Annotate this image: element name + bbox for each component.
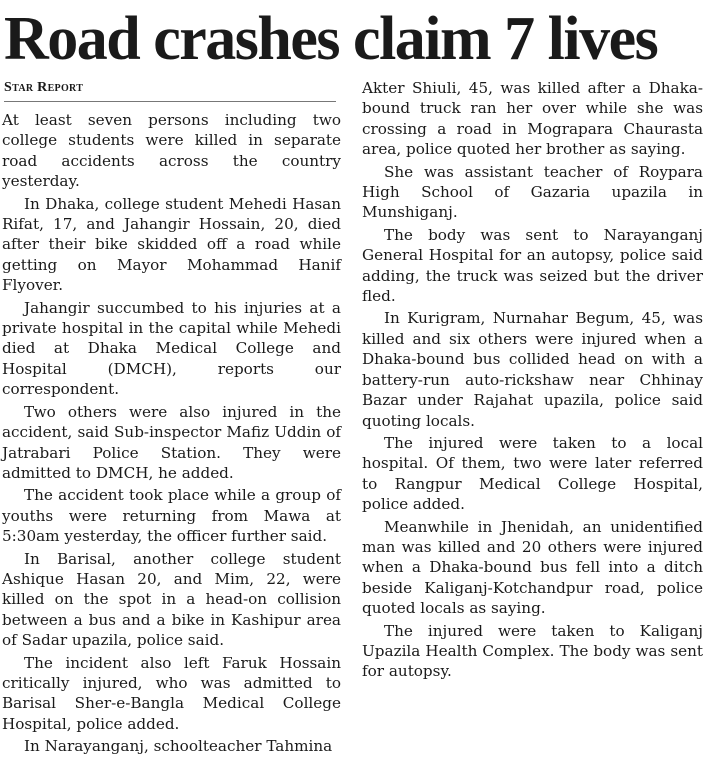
paragraph: The accident took place while a group of youths were returning from Mawa at 5:30am yesterday, the officer further said. bbox=[2, 486, 341, 546]
paragraph: The incident also left Faruk Hossain critically injured, who was admitted to Barisal Sher-e-Bangla Medical College Hospital, police added. bbox=[2, 653, 341, 733]
paragraph: The body was sent to Narayanganj General Hospital for an autopsy, police said adding, the truck was seized but the driver fled. bbox=[362, 225, 703, 306]
paragraph: At least seven persons including two college students were killed in separate road accidents across the country yesterday. bbox=[2, 111, 341, 191]
paragraph: In Dhaka, college student Mehedi Hasan Rifat, 17, and Jahangir Hossain, 20, died after their bike skidded off a road while getting on Mayor Mohammad Hanif Flyover. bbox=[2, 194, 341, 295]
paragraph: Two others were also injured in the accident, said Sub-inspector Mafiz Uddin of Jatrabari Police Station. They were admitted to DMCH, he added. bbox=[2, 402, 341, 482]
paragraph: In Kurigram, Nurnahar Begum, 45, was killed and six others were injured when a Dhaka-bound bus collided head on with a battery-run auto-rickshaw near Chhinay Bazar under Rajahat upazila, police said quoting locals. bbox=[362, 309, 703, 430]
paragraph: Jahangir succumbed to his injuries at a private hospital in the capital while Mehedi died at Dhaka Medical College and Hospital (DMCH), reports our correspondent. bbox=[2, 298, 341, 399]
column-1 bbox=[2, 110, 341, 756]
paragraph: The injured were taken to a local hospital. Of them, two were later referred to Rangpur Medical College Hospital, police added. bbox=[362, 433, 703, 514]
byline-rule bbox=[4, 101, 336, 102]
paragraph: Akter Shiuli, 45, was killed after a Dhaka-bound truck ran her over while she was crossing a road in Mograpara Chaurasta area, police quoted her brother as saying. bbox=[362, 79, 703, 159]
paragraph: In Narayanganj, schoolteacher Tahmina bbox=[24, 737, 333, 756]
paragraph: She was assistant teacher of Roypara High School of Gazaria upazila in Munshiganj. bbox=[362, 162, 703, 222]
headline: Road crashes claim 7 lives bbox=[4, 5, 658, 73]
paragraph: The injured were taken to Kaliganj Upazila Health Complex. The body was sent for autopsy. bbox=[362, 621, 703, 681]
paragraph: Meanwhile in Jhenidah, an unidentified man was killed and 20 others were injured when a Dhaka-bound bus fell into a ditch beside Kaliganj-Kotchandpur road, police quoted locals as saying. bbox=[362, 517, 703, 618]
byline: Star Report bbox=[4, 80, 84, 95]
column-2 bbox=[362, 78, 703, 696]
paragraph: In Barisal, another college student Ashique Hasan 20, and Mim, 22, were killed on the spot in a head-on collision between a bus and a bike in Kashipur area of Sadar upazila, police said. bbox=[2, 549, 341, 650]
